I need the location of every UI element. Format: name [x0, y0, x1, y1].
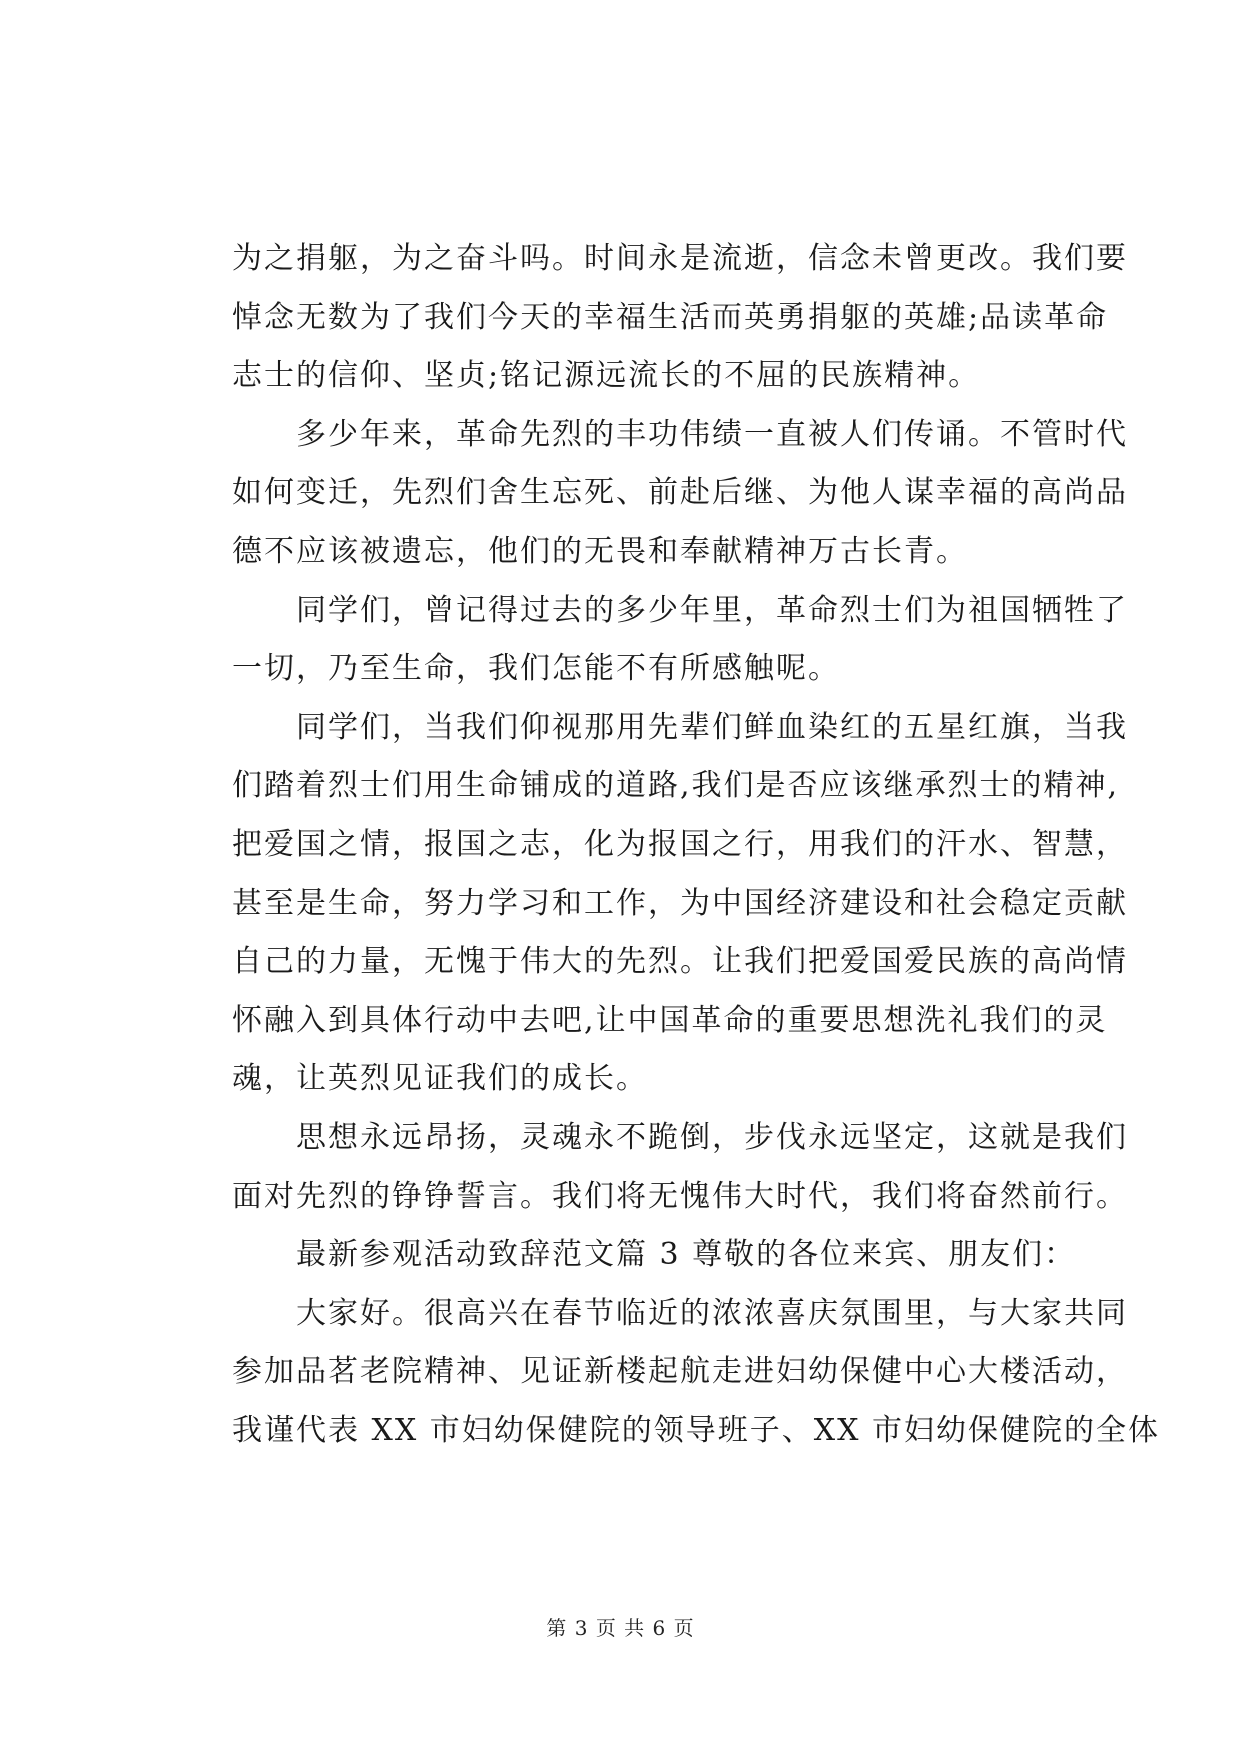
page-number-footer: 第 3 页 共 6 页 — [546, 1616, 695, 1640]
text-line: 甚至是生命，努力学习和工作，为中国经济建设和社会稳定贡献 — [232, 885, 1128, 921]
text-line: 大家好。很高兴在春节临近的浓浓喜庆氛围里，与大家共同 — [232, 1295, 1128, 1331]
text-line: 自己的力量，无愧于伟大的先烈。让我们把爱国爱民族的高尚情 — [232, 944, 1128, 980]
text-line: 悼念无数为了我们今天的幸福生活而英勇捐躯的英雄;品读革命 — [232, 299, 1109, 335]
text-line: 我谨代表 XX 市妇幼保健院的领导班子、XX 市妇幼保健院的全体 — [232, 1412, 1161, 1448]
text-line: 志士的信仰、坚贞;铭记源远流长的不屈的民族精神。 — [232, 358, 981, 394]
text-line: 把爱国之情，报国之志，化为报国之行，用我们的汗水、智慧， — [232, 826, 1128, 862]
text-line: 多少年来，革命先烈的丰功伟绩一直被人们传诵。不管时代 — [232, 416, 1128, 452]
text-line: 同学们，当我们仰视那用先辈们鲜血染红的五星红旗，当我 — [232, 709, 1128, 745]
text-line: 参加品茗老院精神、见证新楼起航走进妇幼保健中心大楼活动， — [232, 1354, 1128, 1390]
body-text — [232, 230, 1161, 1460]
text-line: 德不应该被遗忘，他们的无畏和奉献精神万古长青。 — [232, 533, 968, 569]
text-line: 面对先烈的铮铮誓言。我们将无愧伟大时代，我们将奋然前行。 — [232, 1178, 1128, 1214]
text-line: 思想永远昂扬，灵魂永不跪倒，步伐永远坚定，这就是我们 — [232, 1119, 1128, 1155]
text-line: 同学们，曾记得过去的多少年里，革命烈士们为祖国牺牲了 — [232, 592, 1128, 628]
text-line: 魂，让英烈见证我们的成长。 — [232, 1061, 648, 1097]
text-line: 如何变迁，先烈们舍生忘死、前赴后继、为他人谋幸福的高尚品 — [232, 475, 1128, 511]
text-line: 为之捐躯，为之奋斗吗。时间永是流逝，信念未曾更改。我们要 — [232, 241, 1128, 276]
text-line: 一切，乃至生命，我们怎能不有所感触呢。 — [232, 651, 840, 687]
text-line: 最新参观活动致辞范文篇 3 尊敬的各位来宾、朋友们： — [232, 1237, 1077, 1273]
text-line: 们踏着烈士们用生命铺成的道路,我们是否应该继承烈士的精神, — [232, 768, 1120, 804]
text-line: 怀融入到具体行动中去吧,让中国革命的重要思想洗礼我们的灵 — [232, 1002, 1108, 1038]
